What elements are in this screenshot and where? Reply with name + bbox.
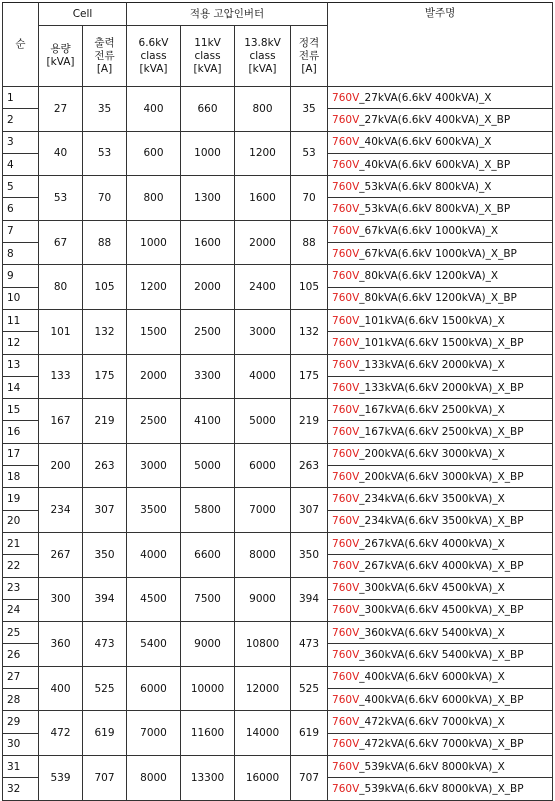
description-cell	[328, 131, 553, 153]
table-row	[3, 265, 553, 287]
class-13-8kv-cell: 7000	[235, 488, 291, 533]
description-text: _300kVA(6.6kV 4500kVA)_X_BP	[359, 604, 524, 617]
header-inverter: 적용 고압인버터	[127, 3, 328, 26]
rated-current-cell: 219	[291, 399, 328, 444]
header-capacity: 용량 [kVA]	[39, 26, 83, 87]
capacity-cell: 80	[39, 265, 83, 310]
description-text: _167kVA(6.6kV 2500kVA)_X	[359, 403, 505, 416]
class-6-6kv-cell: 800	[127, 176, 181, 221]
description-text: _67kVA(6.6kV 1000kVA)_X_BP	[359, 247, 517, 260]
voltage-prefix: 760V	[332, 537, 360, 550]
voltage-prefix: 760V	[332, 203, 360, 216]
class-13-8kv-cell: 5000	[235, 399, 291, 444]
description-cell	[328, 109, 553, 131]
row-number: 9	[3, 265, 39, 287]
row-number: 2	[3, 109, 39, 131]
description-cell	[328, 555, 553, 577]
voltage-prefix: 760V	[332, 314, 360, 327]
spec-table	[2, 2, 553, 801]
class-11kv-cell: 2000	[181, 265, 235, 310]
class-6-6kv-cell: 5400	[127, 622, 181, 667]
description-text: _539kVA(6.6kV 8000kVA)_X	[359, 760, 505, 773]
row-number: 8	[3, 243, 39, 265]
description-cell	[328, 622, 553, 644]
capacity-cell: 300	[39, 577, 83, 622]
description-cell	[328, 176, 553, 198]
voltage-prefix: 760V	[332, 426, 360, 439]
output-current-cell: 394	[83, 577, 127, 622]
table-row	[3, 87, 553, 109]
rated-current-cell: 394	[291, 577, 328, 622]
voltage-prefix: 760V	[332, 292, 360, 305]
description-cell	[328, 644, 553, 666]
table-row	[3, 220, 553, 242]
rated-current-cell: 619	[291, 711, 328, 756]
class-11kv-cell: 1300	[181, 176, 235, 221]
class-13-8kv-cell: 4000	[235, 354, 291, 399]
row-number: 29	[3, 711, 39, 733]
voltage-prefix: 760V	[332, 559, 360, 572]
voltage-prefix: 760V	[332, 359, 360, 372]
class-13-8kv-cell: 8000	[235, 532, 291, 577]
rated-current-cell: 473	[291, 622, 328, 667]
voltage-prefix: 760V	[332, 515, 360, 528]
description-text: _234kVA(6.6kV 3500kVA)_X_BP	[359, 515, 524, 528]
voltage-prefix: 760V	[332, 225, 360, 238]
description-text: _234kVA(6.6kV 3500kVA)_X	[359, 492, 505, 505]
row-number: 1	[3, 87, 39, 109]
table-row	[3, 443, 553, 465]
output-current-cell: 88	[83, 220, 127, 265]
voltage-prefix: 760V	[332, 136, 360, 149]
voltage-prefix: 760V	[332, 671, 360, 684]
output-current-cell: 70	[83, 176, 127, 221]
description-text: _27kVA(6.6kV 400kVA)_X	[359, 91, 492, 104]
description-cell	[328, 243, 553, 265]
table-row	[3, 666, 553, 688]
table-row	[3, 399, 553, 421]
output-current-cell: 175	[83, 354, 127, 399]
output-current-cell: 132	[83, 309, 127, 354]
row-number: 26	[3, 644, 39, 666]
description-text: _472kVA(6.6kV 7000kVA)_X	[359, 715, 505, 728]
description-cell	[328, 711, 553, 733]
row-number: 31	[3, 755, 39, 777]
output-current-cell: 35	[83, 87, 127, 132]
description-text: _267kVA(6.6kV 4000kVA)_X_BP	[359, 559, 524, 572]
description-cell	[328, 354, 553, 376]
capacity-cell: 200	[39, 443, 83, 488]
description-cell	[328, 666, 553, 688]
capacity-cell: 101	[39, 309, 83, 354]
header-order-name: 발주명	[328, 3, 553, 87]
voltage-prefix: 760V	[332, 782, 360, 795]
description-cell	[328, 466, 553, 488]
class-6-6kv-cell: 2000	[127, 354, 181, 399]
description-cell	[328, 399, 553, 421]
output-current-cell: 619	[83, 711, 127, 756]
class-11kv-cell: 660	[181, 87, 235, 132]
description-text: _101kVA(6.6kV 1500kVA)_X_BP	[359, 336, 524, 349]
description-cell	[328, 778, 553, 800]
class-6-6kv-cell: 2500	[127, 399, 181, 444]
class-11kv-cell: 1000	[181, 131, 235, 176]
table-row	[3, 755, 553, 777]
capacity-cell: 67	[39, 220, 83, 265]
voltage-prefix: 760V	[332, 180, 360, 193]
class-6-6kv-cell: 8000	[127, 755, 181, 800]
description-text: _80kVA(6.6kV 1200kVA)_X_BP	[359, 292, 517, 305]
voltage-prefix: 760V	[332, 582, 360, 595]
description-cell	[328, 733, 553, 755]
description-cell	[328, 488, 553, 510]
row-number: 28	[3, 689, 39, 711]
row-number: 3	[3, 131, 39, 153]
row-number: 5	[3, 176, 39, 198]
table-row	[3, 711, 553, 733]
rated-current-cell: 350	[291, 532, 328, 577]
row-number: 15	[3, 399, 39, 421]
row-number: 10	[3, 287, 39, 309]
row-number: 32	[3, 778, 39, 800]
header-output-current: 출력 전류 [A]	[83, 26, 127, 87]
row-number: 19	[3, 488, 39, 510]
class-6-6kv-cell: 3000	[127, 443, 181, 488]
header-class-11kv: 11kV class [kVA]	[181, 26, 235, 87]
class-6-6kv-cell: 6000	[127, 666, 181, 711]
row-number: 20	[3, 510, 39, 532]
capacity-cell: 133	[39, 354, 83, 399]
voltage-prefix: 760V	[332, 336, 360, 349]
class-6-6kv-cell: 1000	[127, 220, 181, 265]
table-row	[3, 309, 553, 331]
row-number: 6	[3, 198, 39, 220]
description-cell	[328, 599, 553, 621]
class-6-6kv-cell: 1200	[127, 265, 181, 310]
description-text: _200kVA(6.6kV 3000kVA)_X	[359, 448, 505, 461]
description-text: _133kVA(6.6kV 2000kVA)_X_BP	[359, 381, 524, 394]
table-row	[3, 532, 553, 554]
header-class-6-6kv: 6.6kV class [kVA]	[127, 26, 181, 87]
description-cell	[328, 332, 553, 354]
rated-current-cell: 105	[291, 265, 328, 310]
description-cell	[328, 198, 553, 220]
rated-current-cell: 88	[291, 220, 328, 265]
description-text: _400kVA(6.6kV 6000kVA)_X	[359, 671, 505, 684]
table-row	[3, 354, 553, 376]
class-11kv-cell: 6600	[181, 532, 235, 577]
class-6-6kv-cell: 400	[127, 87, 181, 132]
class-6-6kv-cell: 600	[127, 131, 181, 176]
description-text: _267kVA(6.6kV 4000kVA)_X	[359, 537, 505, 550]
voltage-prefix: 760V	[332, 158, 360, 171]
row-number: 27	[3, 666, 39, 688]
row-number: 17	[3, 443, 39, 465]
voltage-prefix: 760V	[332, 91, 360, 104]
class-13-8kv-cell: 6000	[235, 443, 291, 488]
row-number: 7	[3, 220, 39, 242]
output-current-cell: 707	[83, 755, 127, 800]
class-13-8kv-cell: 3000	[235, 309, 291, 354]
class-13-8kv-cell: 2400	[235, 265, 291, 310]
table-row	[3, 577, 553, 599]
output-current-cell: 263	[83, 443, 127, 488]
table-row	[3, 488, 553, 510]
output-current-cell: 105	[83, 265, 127, 310]
capacity-cell: 400	[39, 666, 83, 711]
rated-current-cell: 70	[291, 176, 328, 221]
rated-current-cell: 263	[291, 443, 328, 488]
voltage-prefix: 760V	[332, 604, 360, 617]
class-11kv-cell: 9000	[181, 622, 235, 667]
description-text: _101kVA(6.6kV 1500kVA)_X	[359, 314, 505, 327]
output-current-cell: 53	[83, 131, 127, 176]
row-number: 22	[3, 555, 39, 577]
table-row	[3, 176, 553, 198]
class-11kv-cell: 5000	[181, 443, 235, 488]
description-cell	[328, 443, 553, 465]
row-number: 14	[3, 376, 39, 398]
voltage-prefix: 760V	[332, 113, 360, 126]
class-11kv-cell: 7500	[181, 577, 235, 622]
class-11kv-cell: 10000	[181, 666, 235, 711]
description-text: _167kVA(6.6kV 2500kVA)_X_BP	[359, 426, 524, 439]
header-cell: Cell	[39, 3, 127, 26]
header-rated-current: 정격 전류 [A]	[291, 26, 328, 87]
description-cell	[328, 87, 553, 109]
description-text: _133kVA(6.6kV 2000kVA)_X	[359, 359, 505, 372]
row-number: 30	[3, 733, 39, 755]
voltage-prefix: 760V	[332, 381, 360, 394]
voltage-prefix: 760V	[332, 738, 360, 751]
class-11kv-cell: 3300	[181, 354, 235, 399]
output-current-cell: 219	[83, 399, 127, 444]
rated-current-cell: 53	[291, 131, 328, 176]
capacity-cell: 27	[39, 87, 83, 132]
description-cell	[328, 376, 553, 398]
description-cell	[328, 532, 553, 554]
description-text: _360kVA(6.6kV 5400kVA)_X	[359, 626, 505, 639]
description-cell	[328, 220, 553, 242]
class-13-8kv-cell: 1600	[235, 176, 291, 221]
description-text: _472kVA(6.6kV 7000kVA)_X_BP	[359, 738, 524, 751]
description-cell	[328, 689, 553, 711]
row-number: 13	[3, 354, 39, 376]
description-text: _53kVA(6.6kV 800kVA)_X	[359, 180, 492, 193]
voltage-prefix: 760V	[332, 760, 360, 773]
class-13-8kv-cell: 12000	[235, 666, 291, 711]
description-text: _40kVA(6.6kV 600kVA)_X_BP	[359, 158, 511, 171]
description-text: _300kVA(6.6kV 4500kVA)_X	[359, 582, 505, 595]
class-13-8kv-cell: 1200	[235, 131, 291, 176]
table-body	[3, 87, 553, 801]
voltage-prefix: 760V	[332, 626, 360, 639]
description-cell	[328, 287, 553, 309]
class-13-8kv-cell: 800	[235, 87, 291, 132]
description-cell	[328, 153, 553, 175]
capacity-cell: 167	[39, 399, 83, 444]
description-cell	[328, 510, 553, 532]
class-13-8kv-cell: 9000	[235, 577, 291, 622]
row-number: 23	[3, 577, 39, 599]
voltage-prefix: 760V	[332, 247, 360, 260]
voltage-prefix: 760V	[332, 649, 360, 662]
output-current-cell: 525	[83, 666, 127, 711]
voltage-prefix: 760V	[332, 693, 360, 706]
class-13-8kv-cell: 2000	[235, 220, 291, 265]
capacity-cell: 40	[39, 131, 83, 176]
row-number: 11	[3, 309, 39, 331]
description-text: _27kVA(6.6kV 400kVA)_X_BP	[359, 113, 511, 126]
row-number: 4	[3, 153, 39, 175]
output-current-cell: 350	[83, 532, 127, 577]
row-number: 21	[3, 532, 39, 554]
rated-current-cell: 525	[291, 666, 328, 711]
class-6-6kv-cell: 4500	[127, 577, 181, 622]
class-6-6kv-cell: 4000	[127, 532, 181, 577]
voltage-prefix: 760V	[332, 403, 360, 416]
rated-current-cell: 307	[291, 488, 328, 533]
row-number: 12	[3, 332, 39, 354]
class-11kv-cell: 1600	[181, 220, 235, 265]
class-13-8kv-cell: 10800	[235, 622, 291, 667]
class-11kv-cell: 5800	[181, 488, 235, 533]
description-text: _40kVA(6.6kV 600kVA)_X	[359, 136, 492, 149]
row-number: 25	[3, 622, 39, 644]
capacity-cell: 472	[39, 711, 83, 756]
description-text: _67kVA(6.6kV 1000kVA)_X	[359, 225, 499, 238]
description-cell	[328, 755, 553, 777]
voltage-prefix: 760V	[332, 270, 360, 283]
class-6-6kv-cell: 7000	[127, 711, 181, 756]
description-text: _360kVA(6.6kV 5400kVA)_X_BP	[359, 649, 524, 662]
description-text: _400kVA(6.6kV 6000kVA)_X_BP	[359, 693, 524, 706]
class-11kv-cell: 4100	[181, 399, 235, 444]
header-seq: 순	[3, 3, 39, 87]
table-row	[3, 131, 553, 153]
rated-current-cell: 175	[291, 354, 328, 399]
voltage-prefix: 760V	[332, 448, 360, 461]
description-cell	[328, 421, 553, 443]
class-11kv-cell: 11600	[181, 711, 235, 756]
rated-current-cell: 35	[291, 87, 328, 132]
row-number: 16	[3, 421, 39, 443]
class-6-6kv-cell: 1500	[127, 309, 181, 354]
table-row	[3, 622, 553, 644]
header-class-13-8kv: 13.8kV class [kVA]	[235, 26, 291, 87]
row-number: 18	[3, 466, 39, 488]
description-text: _200kVA(6.6kV 3000kVA)_X_BP	[359, 470, 524, 483]
capacity-cell: 234	[39, 488, 83, 533]
class-6-6kv-cell: 3500	[127, 488, 181, 533]
voltage-prefix: 760V	[332, 492, 360, 505]
capacity-cell: 53	[39, 176, 83, 221]
row-number: 24	[3, 599, 39, 621]
rated-current-cell: 707	[291, 755, 328, 800]
rated-current-cell: 132	[291, 309, 328, 354]
description-text: _80kVA(6.6kV 1200kVA)_X	[359, 270, 499, 283]
description-cell	[328, 265, 553, 287]
class-13-8kv-cell: 14000	[235, 711, 291, 756]
description-cell	[328, 577, 553, 599]
voltage-prefix: 760V	[332, 715, 360, 728]
capacity-cell: 267	[39, 532, 83, 577]
description-text: _539kVA(6.6kV 8000kVA)_X_BP	[359, 782, 524, 795]
class-11kv-cell: 2500	[181, 309, 235, 354]
voltage-prefix: 760V	[332, 470, 360, 483]
description-text: _53kVA(6.6kV 800kVA)_X_BP	[359, 203, 511, 216]
class-13-8kv-cell: 16000	[235, 755, 291, 800]
capacity-cell: 360	[39, 622, 83, 667]
output-current-cell: 473	[83, 622, 127, 667]
capacity-cell: 539	[39, 755, 83, 800]
output-current-cell: 307	[83, 488, 127, 533]
description-cell	[328, 309, 553, 331]
class-11kv-cell: 13300	[181, 755, 235, 800]
